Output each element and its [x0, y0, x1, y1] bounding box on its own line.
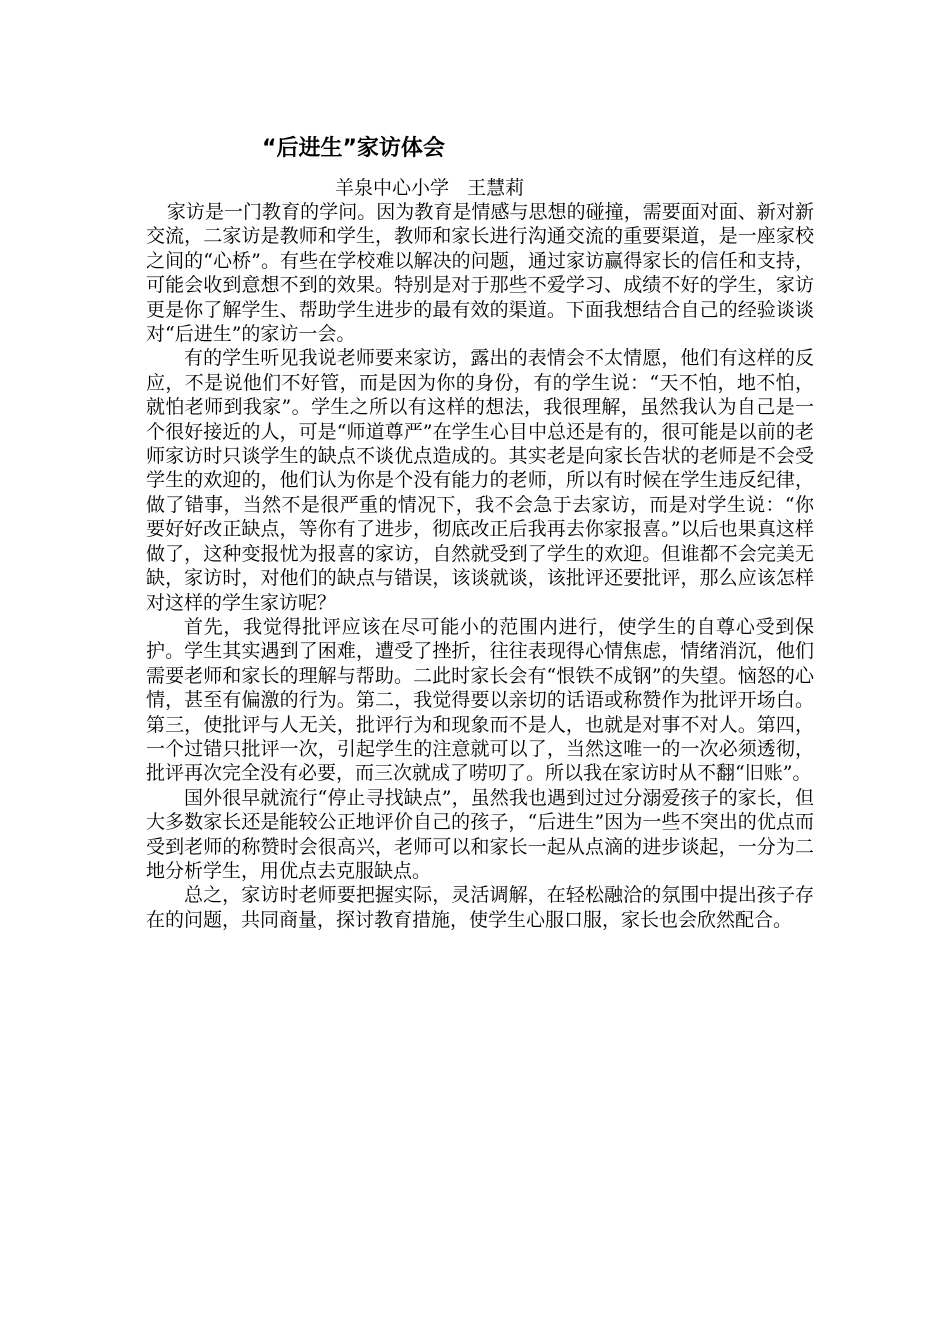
paragraph: 首先，我觉得批评应该在尽可能小的范围内进行，使学生的自尊心受到保护。学生其实遇到了困难，遭受了挫折，往往表现得心情焦虑，情绪消沉，他们需要老师和家长的理解与帮助。二此时家长会有“恨铁不成钢”的失望。恼怒的心情，甚至有偏激的行为。第二，我觉得要以亲切的话语或称赞作为批评开场白。第三，使批评与人无关，批评行为和现象而不是人，也就是对事不对人。第四，一个过错只批评一次，引起学生的注意就可以了，当然这唯一的一次必须透彻，批评再次完全没有必要，而三次就成了唠叨了。所以我在家访时从不翻“旧账”。: [146, 615, 814, 785]
paragraph: 总之，家访时老师要把握实际，灵活调解，在轻松融洽的氛围中提出孩子存在的问题，共同商量，探讨教育措施，使学生心服口服，家长也会欣然配合。: [146, 884, 814, 931]
document-body: [146, 200, 814, 932]
paragraph: 国外很早就流行“停止寻找缺点”，虽然我也遇到过过分溺爱孩子的家长，但大多数家长还是能较公正地评价自己的孩子，“后进生”因为一些不突出的优点而受到老师的称赞时会很高兴，老师可以和家长一起从点滴的进步谈起，一分为二地分析学生，用优点去克服缺点。: [146, 786, 814, 882]
paragraph: 有的学生听见我说老师要来家访，露出的表情会不太情愿，他们有这样的反应，不是说他们不好管，而是因为你的身份，有的学生说：“天不怕，地不怕，就怕老师到我家”。学生之所以有这样的想法，我很理解，虽然我认为自己是一个很好接近的人，可是“师道尊严”在学生心目中总还是有的，很可能是以前的老师家访时只谈学生的缺点不谈优点造成的。其实老是向家长告状的老师是不会受学生的欢迎的，他们认为你是个没有能力的老师，所以有时候在学生违反纪律，做了错事，当然不是很严重的情况下，我不会急于去家访，而是对学生说：“你要好好改正缺点，等你有了进步，彻底改正后我再去你家报喜。”以后也果真这样做了，这种变报忧为报喜的家访，自然就受到了学生的欢迎。但谁都不会完美无缺，家访时，对他们的缺点与错误，该谈就谈，该批评还要批评，那么应该怎样对这样的学生家访呢？: [146, 347, 814, 614]
paragraph: 家访是一门教育的学问。因为教育是情感与思想的碰撞，需要面对面、新对新交流，二家访是教师和学生，教师和家长进行沟通交流的重要渠道，是一座家校之间的“心桥”。有些在学校难以解决的问题，通过家访赢得家长的信任和支持，可能会收到意想不到的效果。特别是对于那些不爱学习、成绩不好的学生，家访更是你了解学生、帮助学生进步的最有效的渠道。下面我想结合自己的经验谈谈对“后进生”的家访一会。: [146, 201, 814, 346]
author-byline: 羊泉中心小学 王慧莉: [335, 177, 525, 199]
document-title: “后进生”家访体会: [262, 136, 445, 161]
